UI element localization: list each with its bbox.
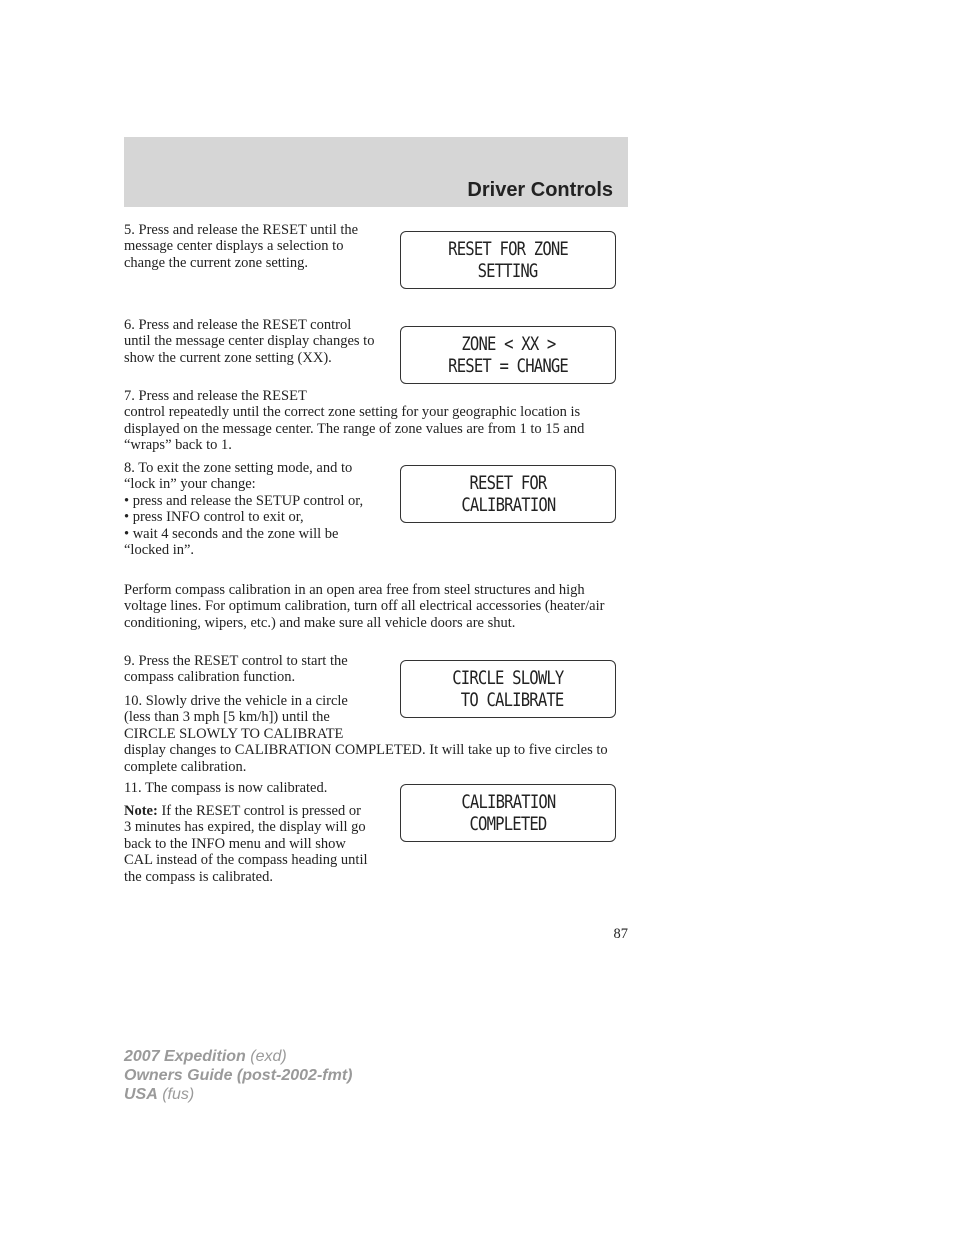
- step-5-text: 5. Press and release the RESET until the message center displays a selection to change the current zone setting.: [124, 222, 359, 271]
- display-line-1: RESET FOR: [469, 472, 547, 494]
- step-9-text: 9. Press the RESET control to start the compass calibration function.: [124, 653, 348, 686]
- step-8-bullet-3: • wait 4 seconds and the zone will be “locked in”.: [124, 525, 339, 559]
- display-line-2: COMPLETED: [469, 813, 547, 835]
- step-8-intro: 8. To exit the zone setting mode, and to “lock in” your change:: [124, 460, 353, 493]
- display-line-1: RESET FOR ZONE: [448, 238, 568, 260]
- step-10-text: [124, 693, 634, 775]
- step-6-text: 6. Press and release the RESET control until the message center display changes to show the current zone setting (XX).: [124, 317, 375, 366]
- page-number: 87: [613, 926, 628, 942]
- display-calibration-completed: [400, 784, 616, 842]
- note-text: If the RESET control is pressed or 3 minutes has expired, the display will go back to the INFO menu and will show CAL instead of the compass heading until the compass is calibrated.: [124, 803, 368, 885]
- footer-model: 2007 Expedition: [124, 1048, 246, 1065]
- footer-market: USA: [124, 1086, 158, 1103]
- footer-line-3: [124, 1085, 352, 1104]
- display-zone-xx: [400, 326, 616, 384]
- step-10-body: 10. Slowly drive the vehicle in a circle (less than 3 mph [5 km/h]) until the CIRCLE SLOWLY TO CALIBRATE display changes to CALIBRATION COMPLETED. It will take up to five circles to complete calibration.: [124, 693, 608, 775]
- step-7-text: 7. Press and release the RESET control repeatedly until the correct zone setting for your geographic location is displayed on the message center. The range of zone values are from 1 to 15 and “wraps” back to 1.: [124, 388, 585, 454]
- display-reset-for-zone: [400, 231, 616, 289]
- calibration-paragraph: Perform compass calibration in an open area free from steel structures and high voltage lines. For optimum calibration, turn off all electrical accessories (heater/air conditioning, wipers, etc.) and make sure all vehicle doors are shut.: [124, 582, 605, 631]
- footer-line-1: [124, 1047, 352, 1066]
- step-8-bullet-1: • press and release the SETUP control or,: [124, 492, 364, 509]
- display-line-2: TO CALIBRATE: [452, 689, 564, 711]
- footer-line-2: Owners Guide (post-2002-fmt): [124, 1067, 353, 1084]
- display-line-2: RESET = CHANGE: [448, 355, 568, 377]
- step-11-text: 11. The compass is now calibrated.: [124, 780, 328, 796]
- section-title: Driver Controls: [467, 179, 613, 201]
- step-8-block: [124, 460, 369, 558]
- display-line-1: CIRCLE SLOWLY: [452, 667, 564, 689]
- display-line-1: CALIBRATION: [460, 791, 556, 813]
- display-line-2: CALIBRATION: [460, 494, 556, 516]
- step-8-bullet-2: • press INFO control to exit or,: [124, 509, 304, 526]
- footer-info: [124, 1047, 352, 1104]
- section-header-band: [124, 137, 628, 207]
- footer-model-code: (exd): [245, 1048, 287, 1065]
- display-reset-for-calibration: [400, 465, 616, 523]
- footer-market-code: (fus): [157, 1086, 195, 1103]
- display-line-2: SETTING: [478, 260, 538, 282]
- note-label: Note:: [124, 803, 158, 819]
- display-line-1: ZONE < XX >: [460, 333, 556, 355]
